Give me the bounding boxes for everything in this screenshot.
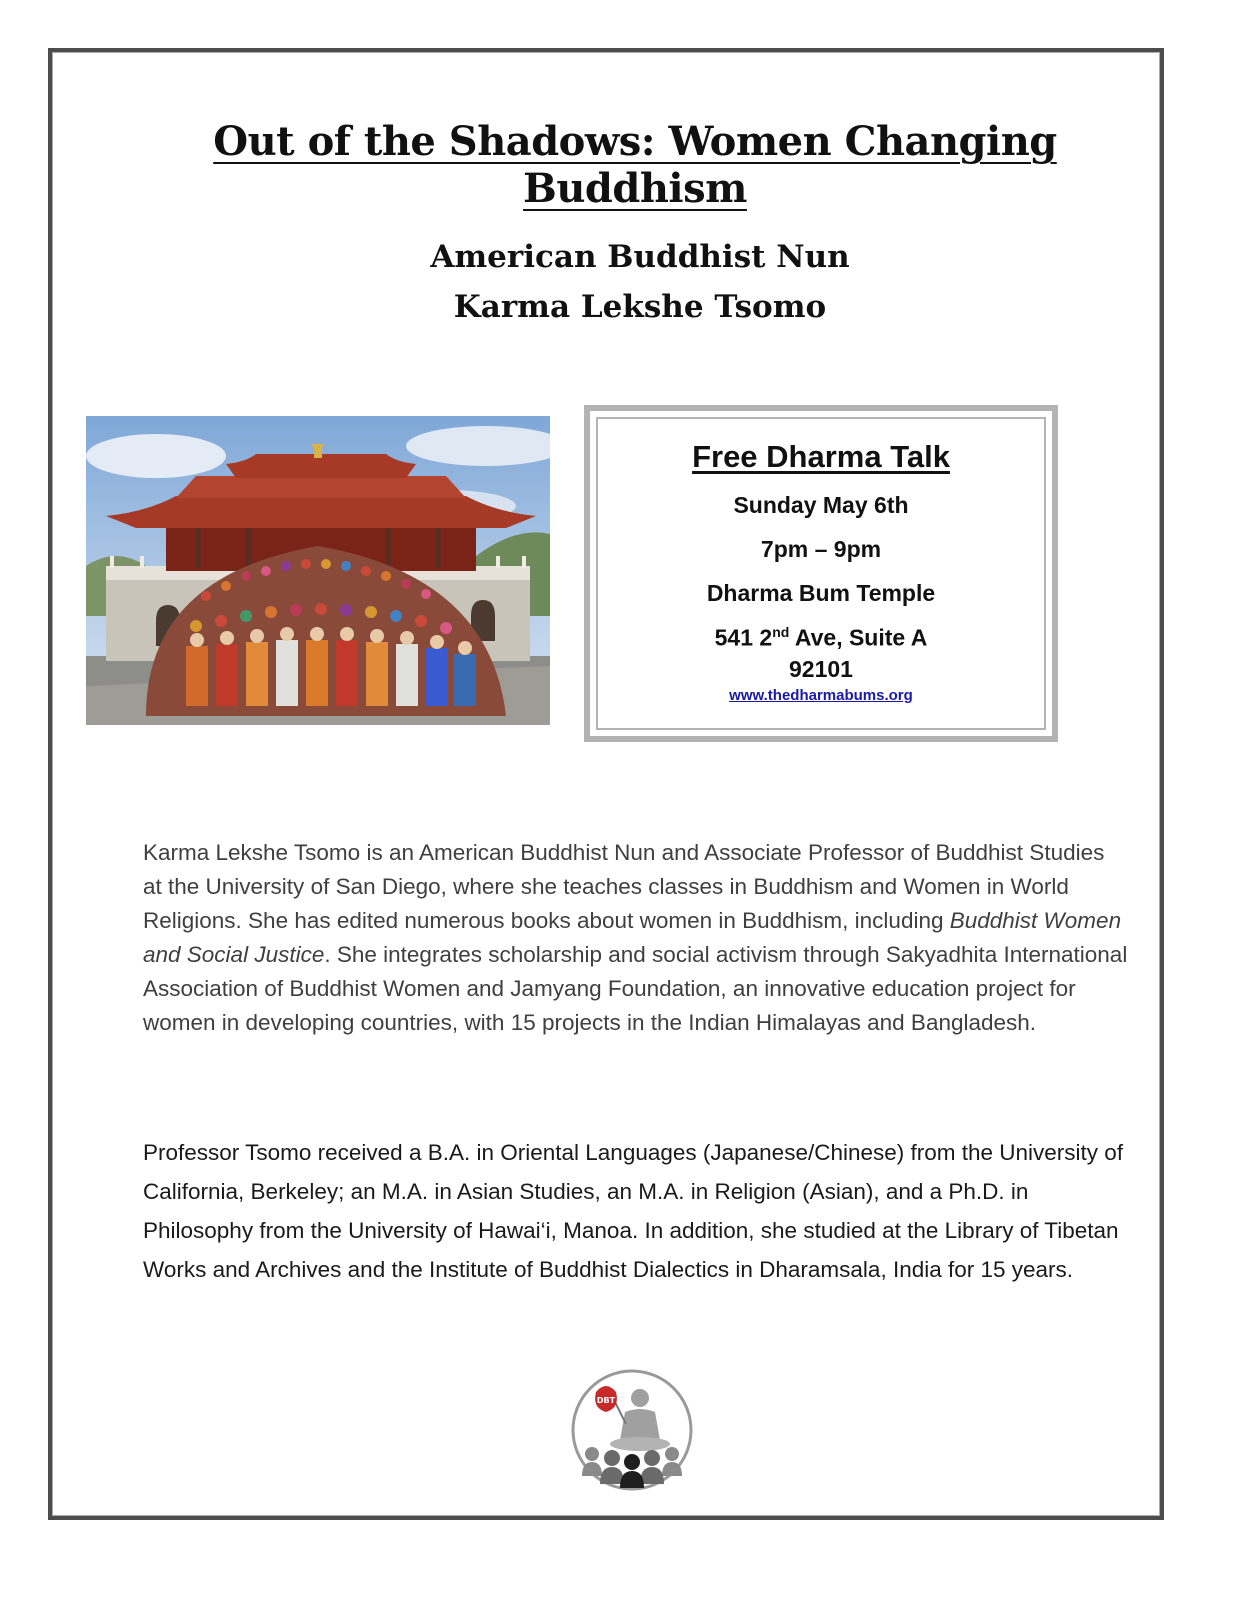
page-title: Out of the Shadows: Women Changing Buddhism bbox=[213, 118, 1057, 212]
address-suffix: nd bbox=[772, 624, 790, 640]
event-time: 7pm – 9pm bbox=[760, 536, 882, 562]
bio-p1-text-b: . She integrates scholarship and social activism through Sakyadhita International Association of Buddhist Women and Jamyang Foundation, an innovative education project for women in developing countries, with 15 projects in the Indian Himalayas and Bangladesh. bbox=[143, 942, 1128, 1035]
logo-badge-text: DBT bbox=[596, 1396, 616, 1405]
event-venue: Dharma Bum Temple bbox=[706, 580, 936, 606]
speaker-role: American Buddhist Nun bbox=[430, 239, 850, 275]
event-address bbox=[598, 624, 1044, 652]
event-zip: 92101 bbox=[789, 655, 853, 682]
event-heading: Free Dharma Talk bbox=[692, 439, 950, 474]
website-link[interactable]: www.thedharmabums.org bbox=[729, 686, 913, 704]
address-number: 541 2 bbox=[714, 624, 773, 651]
bio-paragraph-2: Professor Tsomo received a B.A. in Oriental Languages (Japanese/Chinese) from the University of California, Berkeley; an M.A. in Asian Studies, an M.A. in Religion (Asian), and a Ph.D. in Philosophy from the University of Hawai‘i, Manoa. In addition, she studied at the Library of Tibetan Works and Archives and the Institute of Buddhist Dialectics in Dharamsala, India for 15 years. bbox=[143, 1140, 1124, 1282]
event-details-box bbox=[584, 405, 1058, 742]
dharma-bum-temple-logo bbox=[570, 1368, 694, 1492]
event-date: Sunday May 6th bbox=[733, 492, 909, 518]
book-title: Buddhist Women and Social Justice bbox=[143, 908, 1122, 967]
bio-p1-text-a: Karma Lekshe Tsomo is an American Buddhist Nun and Associate Professor of Buddhist Studies at the University of San Diego, where she teaches classes in Buddhism and Women in World Religions. She has edited numerous books about women in Buddhism, including bbox=[143, 840, 1105, 933]
speaker-heading bbox=[340, 232, 940, 332]
event-details-inner bbox=[596, 417, 1046, 730]
address-rest: Ave, Suite A bbox=[789, 624, 928, 651]
temple-group-photo bbox=[86, 416, 550, 725]
speaker-name: Karma Lekshe Tsomo bbox=[453, 289, 827, 325]
bio-paragraph-1 bbox=[143, 836, 1128, 1040]
